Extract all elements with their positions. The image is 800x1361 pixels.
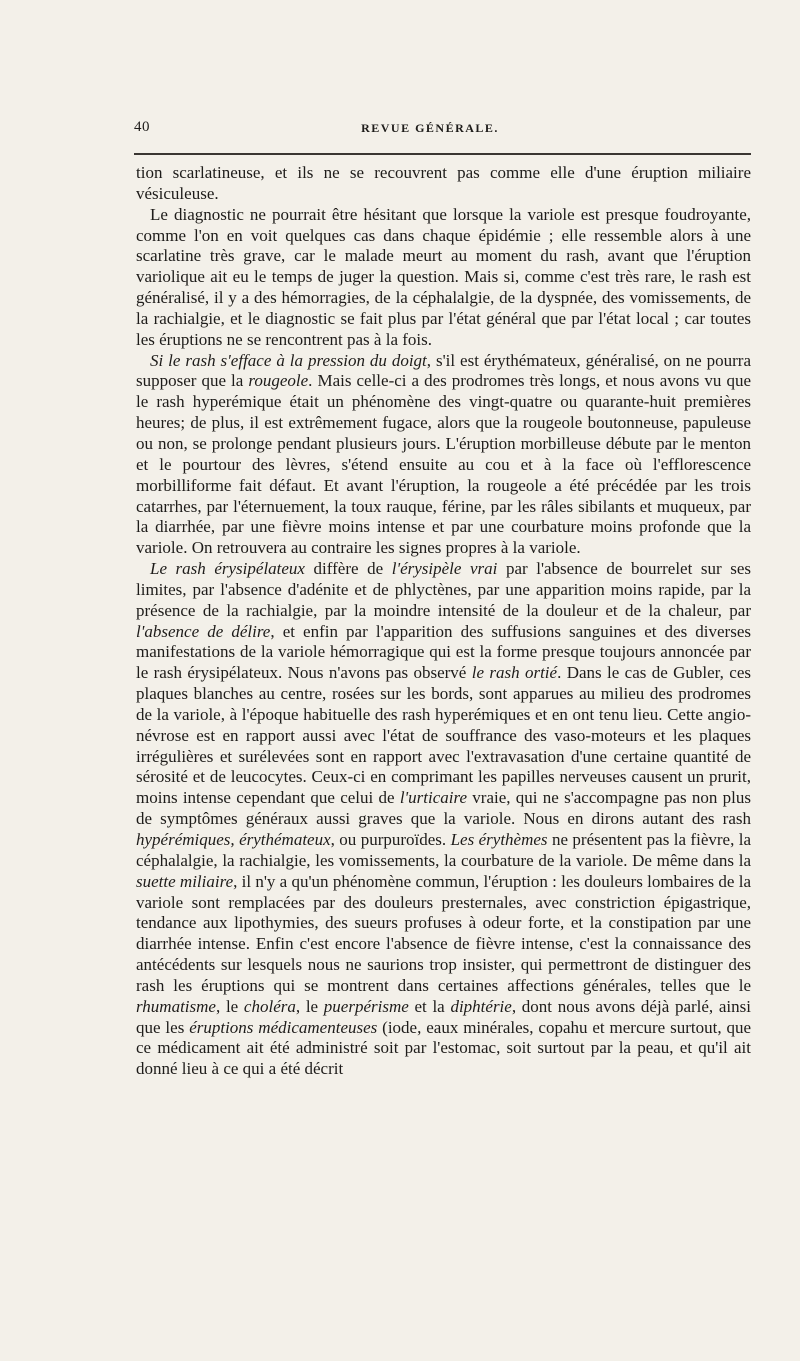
text-run: , le — [295, 996, 324, 1016]
italic-run: le rash ortié — [471, 663, 558, 683]
italic-run: éruptions médicamenteuses — [189, 1017, 378, 1037]
text-run: . Mais celle-ci a des prodromes très longs, et nous avons vu que le rash hyperémique était un phénomène des vingt-quatre ou quarante-huit premières heures; de plus, il est extrêmement fugace, alors que la rougeole boutonneuse, papuleuse ou non, se prolonge pendant plusieurs jours. L'éruption morbilleuse débute par le menton et le pourtour des lèvres, s'étend ensuite au cou et à la face où l'efflorescence morbilliforme fait défaut. Et avant l'éruption, la rougeole a été précédée par les trois catarrhes, par l'éternuement, la toux rauque, férine, par les râles sibilants et muqueux, par la diarrhée, par une fièvre moins intense et par une courbature moins profonde que la variole. On retrouvera au contraire les signes propres à la variole. — [136, 371, 751, 558]
text-run: ne présentent pas la fièvre, la céphalalgie, la rachialgie, les vomissements, la courbature de la variole. De même dans la — [136, 830, 751, 870]
paragraph — [136, 351, 751, 559]
italic-run: hypérémiques, érythémateux — [136, 830, 331, 849]
italic-run: diphtérie — [450, 996, 512, 1016]
italic-run: l'érysipèle vrai — [391, 559, 498, 579]
text-run: (iode, eaux minérales, copahu et mercure surtout, que ce médicament ait été administré soit par l'estomac, soit surtout par la peau, et qu'il ait donné lieu à ce qui a été décrit — [136, 1017, 752, 1079]
italic-run: Les érythèmes — [450, 830, 548, 849]
body-text — [136, 163, 751, 1080]
paragraph — [136, 205, 751, 351]
text-run: diffère de — [304, 559, 392, 579]
text-run: . Dans le cas de Gubler, ces plaques blanches au centre, rosées sur les bords, sont apparues au milieu des prodromes de la variole, à l'époque habituelle des rash hyperémiques et en ont tenu lieu. Cette angio-névrose est en rapport aussi avec l'état de souffrance des vaso-moteurs et les plaques irrégulières et surélevées sont en rapport avec l'extravasation d'une certaine quantité de sérosité et de leucocytes. Ceux-ci en comprimant les papilles nerveuses causent un prurit, moins intense cependant que celui de — [136, 663, 751, 808]
page-number: 40 — [134, 119, 150, 135]
italic-run: Le rash érysipélateux — [150, 559, 305, 579]
text-run: par l'absence de bourrelet sur ses limites, par l'absence d'adénite et de phlyctènes, par une apparition moins rapide, par la présence de la rachialgie, par la moindre intensité de la douleur et de la chaleur, par — [136, 559, 752, 620]
text-run: vraie, qui ne s'accompagne pas non plus de symptômes généraux aussi graves que la variole. Nous en dirons autant des rash — [136, 788, 751, 829]
italic-run: suette miliaire — [136, 871, 234, 891]
italic-run: Si le rash s'efface à la pression du doigt — [150, 350, 427, 370]
italic-run: l'absence de délire — [136, 621, 271, 641]
italic-run: l'urticaire — [399, 788, 468, 808]
text-run: , il n'y a qu'un phénomène commun, l'éruption : les douleurs lombaires de la variole sont remplacées par des douleurs presternales, avec constriction épigastrique, tendance aux lipothymies, des sueurs profuses à odeur forte, et la constipation par une diarrhée intense. Enfin c'est encore l'absence de fièvre intense, c'est la connaissance des antécédents sur lesquels nous ne saurions trop insister, qui permettront de distinguer des rash les éruptions qui se montrent dans certaines affections générales, telles que le — [136, 871, 751, 995]
paragraph — [136, 163, 751, 205]
text-run: et la — [408, 996, 451, 1016]
text-run: , dont nous avons déjà parlé, ainsi que les — [136, 996, 751, 1037]
italic-run: choléra — [243, 996, 296, 1016]
text-run: , s'il est érythémateux, généralisé, on ne pourra supposer que la — [136, 350, 751, 391]
text-run: Le diagnostic ne pourrait être hésitant que lorsque la variole est presque foudroyante, comme l'on en voit quelques cas dans chaque épidémie ; elle ressemble alors à une scarlatine très grave, car le malade meurt au moment du rash, avant que l'éruption variolique ait eu le temps de juger la question. Mais si, comme c'est très rare, le rash est généralisé, il y a des hémorragies, de la céphalalgie, de la dyspnée, des vomissements, de la rachialgie, et le diagnostic se fait plus par l'état général que par l'état local ; car toutes les éruptions ne se rencontrent pas à la fois. — [136, 204, 751, 349]
text-run: tion scarlatineuse, et ils ne se recouvrent pas comme elle d'une éruption miliaire vésiculeuse. — [136, 163, 751, 203]
italic-run: puerpérisme — [323, 996, 409, 1016]
text-run: , et enfin par l'apparition des suffusions sanguines et des diverses manifestations de la variole hémorragique qui est la forme presque toujours annoncée par le rash érysipélateux. Nous n'avons pas observé — [136, 621, 751, 683]
running-head: REVUE GÉNÉRALE. — [361, 121, 499, 135]
italic-run: rhumatisme — [136, 996, 216, 1016]
italic-run: rougeole — [248, 371, 309, 391]
header-rule — [134, 153, 751, 155]
paragraph — [136, 559, 751, 1080]
text-run: , ou purpuroïdes. — [330, 830, 451, 849]
text-run: , le — [215, 996, 244, 1016]
